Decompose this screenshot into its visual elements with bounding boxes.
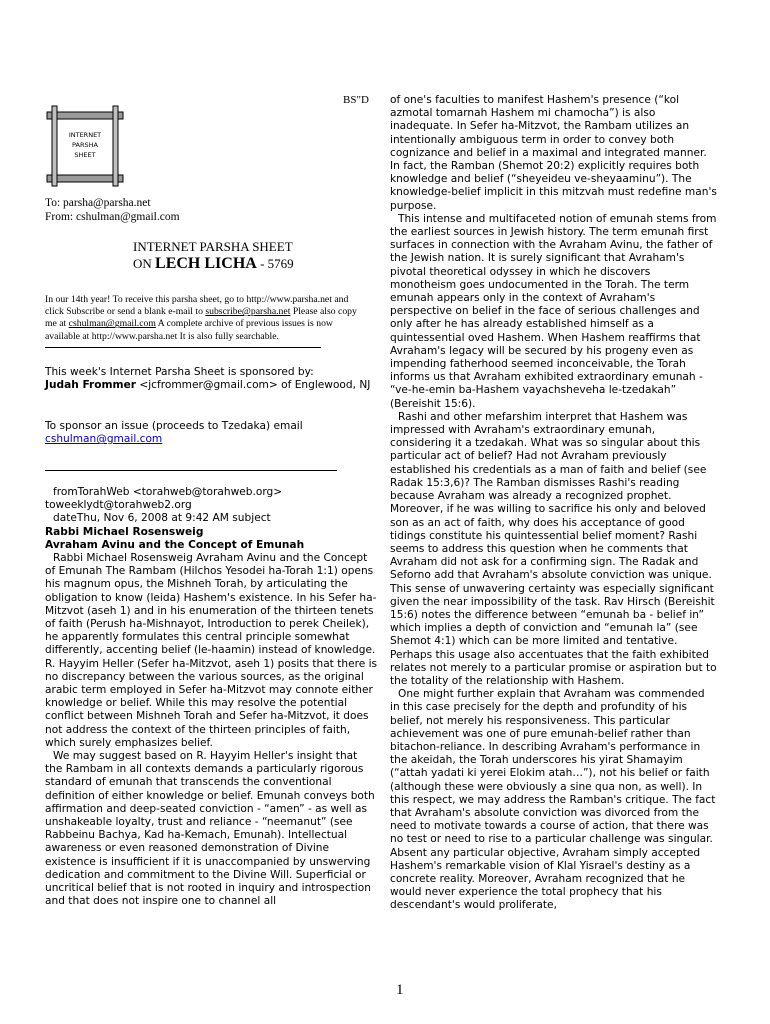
- parsha-name-line: [133, 255, 294, 272]
- article-paragraph: of one's faculties to manifest Hashem's presence (“kol azmotal tomarnah Hashem mi chamocha”) is also inadequate. In Sefer ha-Mitzvot, the Rambam utilizes an intentionally ambiguous term in order to convey both cognizance and belief in a maximal and integrated manner. In fact, the Ramban (Shemot 20:2) explicitly requires both knowledge and belief (“sheyeideu ve-sheyaaminu”). The knowledge-belief implicit in this mitzvah must redefine man's purpose.: [390, 94, 717, 212]
- article-right-column: [390, 94, 717, 913]
- sheet-title: [133, 238, 294, 272]
- article-title: Avraham Avinu and the Concept of Emunah: [45, 538, 305, 551]
- intro-text-1: In our 14th year! To receive this parsha sheet, go to http://www.parsha.net and click Subscribe or send a blank e-mail to: [45, 294, 349, 318]
- email-date-line: dateThu, Nov 6, 2008 at 9:42 AM subject: [53, 512, 271, 525]
- article-paragraph: Rashi and other mefarshim interpret that Hashem was impressed with Avraham's extraordinary emunah, considering it a tzedakah. What was so singular about this particular act of belief? Had not Avraham previously established his credentials as a man of faith and belief (see Radak 15:3,6)? The Ramban dismisses Rashi's reading because Avraham was already a recognized prophet. Moreover, if he was willing to sacrifice his only and beloved son as an act of faith, why does his acceptance of good tidings constitute his quintessential belief moment? Rashi seems to address this question when he comments that Avraham did not ask for a confirming sign. The Radak and Seforno add that Avraham's absolute conviction was unique. This sense of unwavering certainty was especially significant given the near impossibility of the task. Rav Hirsch (Bereishit 15:6) notes the difference between “emunah ba - belief in” which implies a depth of conviction and “emunah la” (see Shemot 4:1) which can be more limited and tentative. Perhaps this usage also accentuates that the faith exhibited relates not merely to a particular promise or aspiration but to the totality of the relationship with Hashem.: [390, 410, 717, 687]
- logo-line-1: INTERNET: [68, 131, 102, 139]
- tzedaka-text: To sponsor an issue (proceeds to Tzedaka) email: [45, 420, 303, 432]
- article-author: Rabbi Michael Rosensweig: [45, 525, 204, 538]
- from-address: From: cshulman@gmail.com: [45, 211, 180, 223]
- article-paragraph: This intense and multifaceted notion of emunah stems from the earliest sources in Jewish history. The term emunah first surfaces in connection with the Avraham Avinu, the father of the Jewish nation. It is surely significant that Avraham's pivotal theoretical odyssey in which he discovers monotheism goes undocumented in the Torah. The term emunah appears only in the context of Avraham's perspective on belief in the face of serious challenges and only after he has already established himself as a quintessential oved Hashem. When Hashem reaffirms that Avraham's legacy will be secured by his progeny even as impending fatherhood seemed inconceivable, the Torah informs us that Avraham exhibited extraordinary emunah - “ve-he-emin ba-Hashem vayachsheveha le-tzedakah” (Bereishit 15:6).: [390, 212, 717, 410]
- tzedaka-email-link[interactable]: cshulman@gmail.com: [45, 433, 163, 446]
- sponsor-block: [45, 366, 378, 392]
- sponsor-rest: <jcfrommer@gmail.com> of Englewood, NJ: [136, 379, 371, 392]
- sponsor-details: [45, 379, 378, 392]
- logo-line-3: SHEET: [74, 151, 96, 159]
- scroll-icon: [45, 104, 125, 188]
- email-from-line: fromTorahWeb <torahweb@torahweb.org>: [53, 486, 283, 498]
- intro-paragraph: [45, 294, 365, 343]
- sponsor-line: This week's Internet Parsha Sheet is sponsored by:: [45, 366, 314, 378]
- article-left-column: [45, 486, 378, 909]
- bsd-header: BS"D: [343, 94, 369, 106]
- parsha-year: - 5769: [260, 256, 294, 271]
- copy-email-link[interactable]: cshulman@gmail.com: [68, 318, 156, 330]
- tzedaka-block: [45, 420, 378, 446]
- sponsor-name: Judah Frommer: [45, 379, 136, 392]
- page-number: 1: [396, 982, 404, 998]
- article-paragraph: One might further explain that Avraham was commended in this case precisely for the depth and profundity of his belief, not merely his responsiveness. This particular achievement was one of pure emunah-belief rather than bitachon-reliance. In describing Avraham's performance in the akeidah, the Torah underscores his yirat Shamayim (“attah yadati ki yerei Elokim atah…”), not his belief or faith (although these were obviously a sine qua non, as well). In this respect, we may address the Ramban's critique. The fact that Avraham's absolute conviction was divorced from the need to motivate towards a course of action, that there was no test or need to rise to a particular challenge was singular. Absent any particular objective, Avraham simply accepted Hashem's remarkable vision of Klal Yisrael's destiny as a concrete reality. Moreover, Avraham recognized that he would never experience the total prophecy that his descendant's would proliferate,: [390, 688, 716, 912]
- parsha-scroll-logo: [45, 104, 125, 188]
- intro-text-3: A complete archive of previous issues is now available at http://www.parsha.net It is also fully searchable.: [45, 318, 333, 342]
- subscribe-email-link[interactable]: subscribe@parsha.net: [205, 306, 291, 318]
- address-block: [45, 196, 180, 224]
- divider-line: [45, 470, 337, 471]
- to-address: To: parsha@parsha.net: [45, 197, 151, 209]
- email-to-line: toweeklydt@torahweb2.org: [45, 499, 192, 512]
- article-paragraph: Rabbi Michael Rosensweig Avraham Avinu and the Concept of Emunah The Rambam (Hilchos Yesodei ha-Torah 1:1) opens his magnum opus, the Mishneh Torah, by articulating the obligation to know (leida) Hashem's existence. In his Sefer ha-Mitzvot (aseh 1) and in his enumeration of the thirteen tenets of faith (Perush ha-Mishnayot, Introduction to perek Cheilek), he apparently formulates this central principle somewhat differently, accenting belief (le-haamin) instead of knowledge. R. Hayyim Heller (Sefer ha-Mitzvot, aseh 1) posits that there is no discrepancy between the various sources, as the original arabic term employed in Sefer ha-Mitzvot may connote either knowledge or belief. While this may resolve the potential conflict between Mishneh Torah and Sefer ha-Mitzvot, it does not address the context of the thirteen principles of faith, which surely emphasizes belief.: [45, 552, 378, 749]
- divider-line: [45, 347, 321, 348]
- parsha-name: LECH LICHA: [155, 255, 257, 272]
- article-paragraph: We may suggest based on R. Hayyim Heller's insight that the Rambam in all contexts demands a particularly rigorous standard of emunah that transcends the conventional definition of either knowledge or belief. Emunah conveys both affirmation and deep-seated conviction - “amen” - as well as unshakeable loyalty, trust and reliance - “neemanut” (see Rabbeinu Bachya, Kad ha-Kemach, Emunah). Intellectual awareness or even reasoned demonstration of Divine existence is insufficient if it is unaccompanied by unswerving dedication and commitment to the Divine Will. Superficial or uncritical belief that is not rooted in inquiry and introspection and that does not inspire one to channel all: [45, 750, 375, 908]
- sheet-title-line: INTERNET PARSHA SHEET: [133, 239, 293, 254]
- intro-text-2: Please also copy me at: [45, 306, 357, 330]
- logo-line-2: PARSHA: [72, 141, 98, 149]
- on-label: ON: [133, 256, 152, 271]
